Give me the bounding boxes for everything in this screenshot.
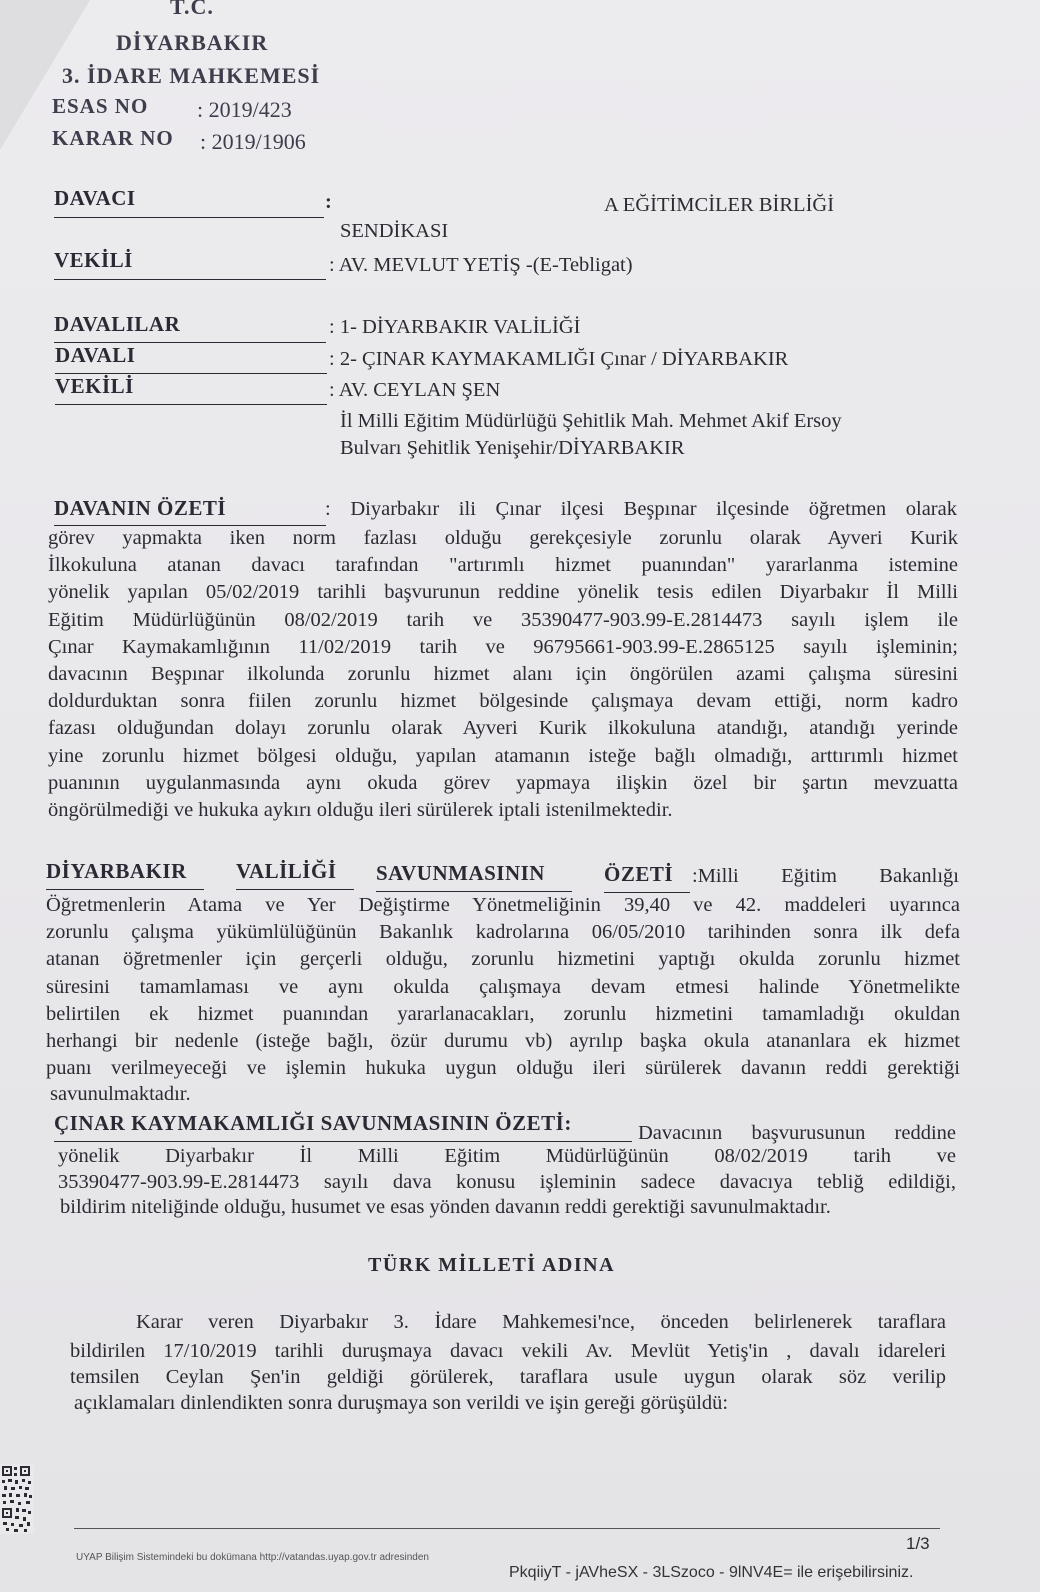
ozet-line: görev yapmakta iken norm fazlası olduğu gerekçesiyle zorunlu olarak Ayveri Kurik <box>48 527 958 549</box>
valilik-underline-1 <box>46 889 204 890</box>
ozet-line: davacının Beşpınar ilkolunda zorunlu hizmet alanı için öngörülen azami çalışma süresini <box>48 663 958 686</box>
davaci-colon: : <box>325 191 332 213</box>
ozet-line: doldurduktan sonra fiilen zorunlu hizmet bölgesinde çalışmaya devam ettiği, norm kadro <box>48 690 958 713</box>
esas-label: ESAS NO <box>52 94 149 118</box>
page-number: 1/3 <box>906 1534 930 1553</box>
ozet-line: puanının uygulanmasında aynı okuda görev yapmaya ilişkin özel bir şartın mevzuatta <box>48 771 958 794</box>
esas-value: : 2019/423 <box>197 97 292 122</box>
valilik-line: puanı verilmeyeceği ve işlemin hukuka uygun olduğu ileri sürülerek davanın reddi gerektiği <box>46 1057 960 1080</box>
valilik-word-3: SAVUNMASININ <box>376 861 545 885</box>
vekili1-label: VEKİLİ <box>54 248 133 272</box>
header-court: 3. İDARE MAHKEMESİ <box>62 63 321 88</box>
valilik-first-rest: :Milli Eğitim Bakanlığı <box>692 865 959 887</box>
ozet-line: İlkokuluna atanan davacı tarafından "artırımlı hizmet puanından" yararlanma istemine <box>48 554 958 577</box>
ozet-line: Eğitim Müdürlüğünün 08/02/2019 tarih ve 35390477-903.99-E.2814473 sayılı işlem ile <box>48 608 958 631</box>
kaymakamlik-label: ÇINAR KAYMAKAMLIĞI SAVUNMASININ ÖZETİ: <box>54 1111 572 1135</box>
kaymakamlik-first-rest: Davacının başvurusunun reddine <box>638 1122 956 1144</box>
karar-first-line: Karar veren Diyarbakır 3. İdare Mahkemesi'nce, önceden belirlenerek taraflara <box>136 1311 946 1333</box>
kaymakamlik-last-line: bildirim niteliğinde olduğu, husumet ve esas yönden davanın reddi gerektiği savunulmaktadır. <box>60 1196 831 1218</box>
karar-last-line: açıklamaları dinlendikten sonra duruşmaya son verildi ve işin gereği görüşüldü: <box>74 1392 729 1414</box>
footer-uyap-text: UYAP Bilişim Sistemindeki bu dokümana http://vatandas.uyap.gov.tr adresinden <box>76 1552 429 1563</box>
ozet-label: DAVANIN ÖZETİ <box>54 496 227 520</box>
valilik-line: atanan öğretmenler için gerçerli olduğu, zorunlu hizmetini yaptığı okulda zorunlu hizmet <box>46 948 960 971</box>
valilik-line: belirtilen ek hizmet puanından yararlanacakları, zorunlu hizmetini tamamladığı okuldan <box>46 1002 960 1025</box>
karar-body <box>70 1338 946 1390</box>
footer-verification-code: PkqiiyT - jAVheSX - 3LSzoco - 9lNV4E= ile erişebilirsiniz. <box>509 1564 914 1581</box>
davaci-value-2: SENDİKASI <box>340 220 449 242</box>
davaci-underline <box>54 217 324 218</box>
valilik-line: süresini tamamlaması ve aynı okulda çalışmaya devam etmesi halinde Yönetmelikte <box>46 975 960 998</box>
kaymakamlik-line: yönelik Diyarbakır İl Milli Eğitim Müdürlüğünün 08/02/2019 tarih ve <box>58 1145 956 1167</box>
valilik-line: herhangi bir nedenle (isteğe bağlı, özür durumu vb) ayrılıp başka okula atananlara ek hizmet <box>46 1030 960 1053</box>
header-tc: T.C. <box>170 0 214 19</box>
section-title: TÜRK MİLLETİ ADINA <box>368 1254 616 1276</box>
valilik-line: zorunlu çalışma yükümlülüğünün Bakanlık kadrolarına 06/05/2010 tarihinden sonra ilk defa <box>46 921 960 944</box>
valilik-word-2: VALİLİĞİ <box>236 859 337 883</box>
vekili2-address-2: Bulvarı Şehitlik Yenişehir/DİYARBAKIR <box>340 437 685 459</box>
qr-code-icon <box>0 1464 34 1534</box>
footer-rule <box>74 1528 940 1529</box>
vekili1-value: : AV. MEVLUT YETİŞ -(E-Tebligat) <box>329 254 633 276</box>
valilik-word-1: DİYARBAKIR <box>46 859 187 883</box>
valilik-last-line: savunulmaktadır. <box>50 1083 191 1105</box>
davali-value: : 2- ÇINAR KAYMAKAMLIĞI Çınar / DİYARBAKIR <box>329 348 789 370</box>
davalilar-label: DAVALILAR <box>54 312 181 336</box>
ozet-first-line: : Diyarbakır ili Çınar ilçesi Beşpınar ilçesinde öğretmen olarak <box>325 498 957 520</box>
karar-value: : 2019/1906 <box>200 129 306 154</box>
karar-label: KARAR NO <box>52 126 174 150</box>
valilik-line: Öğretmenlerin Atama ve Yer Değiştirme Yönetmeliğinin 39,40 ve 42. maddeleri uyarınca <box>46 894 960 916</box>
davaci-label: DAVACI <box>54 186 136 210</box>
davaci-value-1: A EĞİTİMCİLER BİRLİĞİ <box>604 194 835 216</box>
ozet-line: yine zorunlu hizmet bölgesi olduğu, yapılan atamanın isteğe bağlı olmadığı, arttırımlı hizmet <box>48 744 958 767</box>
vekili2-label: VEKİLİ <box>55 374 134 398</box>
davali-label: DAVALI <box>55 343 136 367</box>
ozet-line: yönelik yapılan 05/02/2019 tarihli başvurunun reddine yönelik tesis edilen Diyarbakır İl Milli <box>48 581 958 604</box>
valilik-body <box>46 892 960 1082</box>
vekili2-underline <box>55 404 327 405</box>
davalilar-value: : 1- DİYARBAKIR VALİLİĞİ <box>329 316 581 338</box>
header-city: DİYARBAKIR <box>116 30 269 55</box>
karar-line: temsilen Ceylan Şen'in geldiği görülerek, taraflara usule uygun olarak söz verilip <box>70 1366 946 1388</box>
ozet-last-line: öngörülmediği ve hukuka aykırı olduğu ileri sürülerek iptali istenilmektedir. <box>48 799 673 821</box>
vekili1-underline <box>54 279 326 280</box>
kaymakamlik-line: 35390477-903.99-E.2814473 sayılı dava konusu işleminin sadece davacıya tebliğ edildiği, <box>58 1171 956 1193</box>
ozet-body <box>48 525 958 797</box>
ozet-line: Çınar Kaymakamlığının 11/02/2019 tarih ve 96795661-903.99-E.2865125 sayılı işleminin; <box>48 635 958 658</box>
kaymakamlik-underline <box>54 1141 632 1142</box>
vekili2-address-1: İl Milli Eğitim Müdürlüğü Şehitlik Mah. Mehmet Akif Ersoy <box>340 410 842 432</box>
karar-line: bildirilen 17/10/2019 tarihli duruşmaya davacı vekili Av. Mevlüt Yetiş'in , davalı idareleri <box>70 1340 946 1362</box>
ozet-line: fazası olduğundan dolayı zorunlu olarak Ayveri Kurik ilkokuluna atandığı, atandığı yerinde <box>48 717 958 740</box>
kaymakamlik-body <box>58 1143 956 1195</box>
valilik-underline-2 <box>236 889 354 890</box>
valilik-word-4: ÖZETİ <box>604 862 674 886</box>
vekili2-value: : AV. CEYLAN ŞEN <box>329 379 501 401</box>
